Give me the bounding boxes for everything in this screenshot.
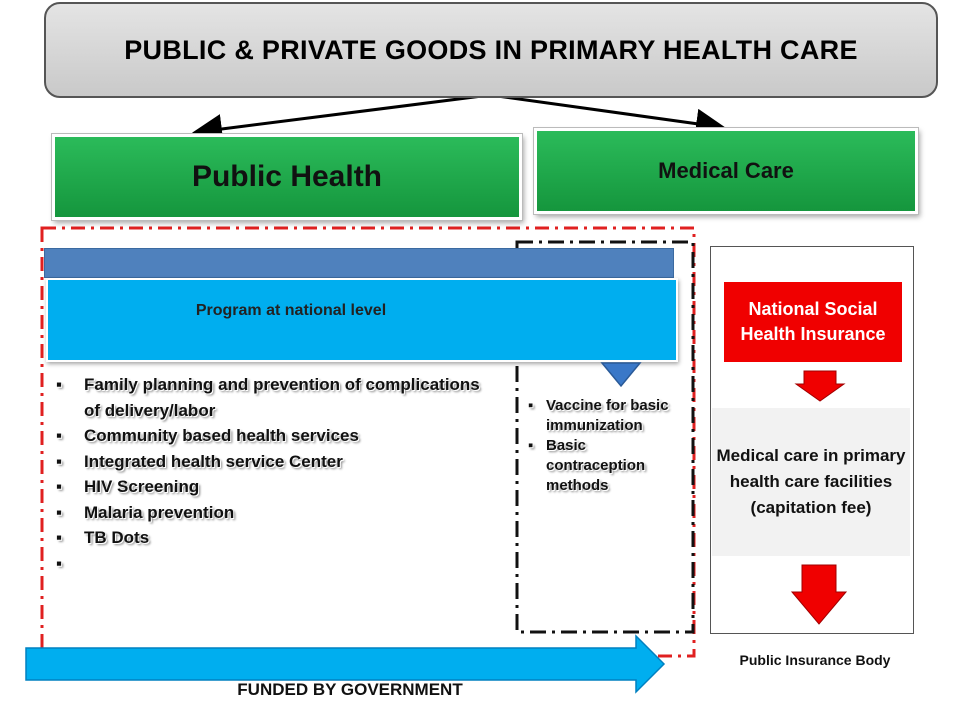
- list-item: ▪ Community based health services: [56, 423, 496, 449]
- list-item: ▪ Family planning and prevention of complications of delivery/labor: [56, 372, 496, 423]
- arrow-to-public-health: [198, 95, 490, 132]
- list-item: ▪ TB Dots: [56, 525, 496, 551]
- list-item: ▪ HIV Screening: [56, 474, 496, 500]
- funding-label: FUNDED BY GOVERNMENT: [237, 680, 463, 699]
- down-arrow-red-large-icon: [790, 564, 848, 626]
- program-box: [46, 278, 678, 362]
- national-social-health-insurance-box: National Social Health Insurance: [724, 282, 902, 362]
- list-item: ▪ Basic contraception methods: [528, 436, 688, 496]
- public-health-box: Public Health: [52, 134, 522, 220]
- list-item: ▪ Vaccine for basic immunization: [528, 396, 688, 436]
- arrow-to-medical-care: [490, 95, 720, 127]
- national-program-band: [44, 248, 674, 278]
- shared-program-list: [528, 396, 688, 496]
- down-arrow-red-icon: [794, 370, 846, 402]
- public-health-program-list: [56, 372, 496, 551]
- down-arrow-blue-icon: [598, 362, 644, 388]
- page-title: PUBLIC & PRIVATE GOODS IN PRIMARY HEALTH CARE: [44, 2, 938, 98]
- list-item: ▪ Integrated health service Center: [56, 449, 496, 475]
- public-insurance-body-label: Public Insurance Body: [739, 652, 891, 668]
- medical-care-coverage-box: Medical care in primary health care facilities (capitation fee): [712, 408, 910, 556]
- list-item: ▪ Malaria prevention: [56, 500, 496, 526]
- medical-care-box: Medical Care: [534, 128, 918, 214]
- program-label: Program at national level: [195, 302, 387, 319]
